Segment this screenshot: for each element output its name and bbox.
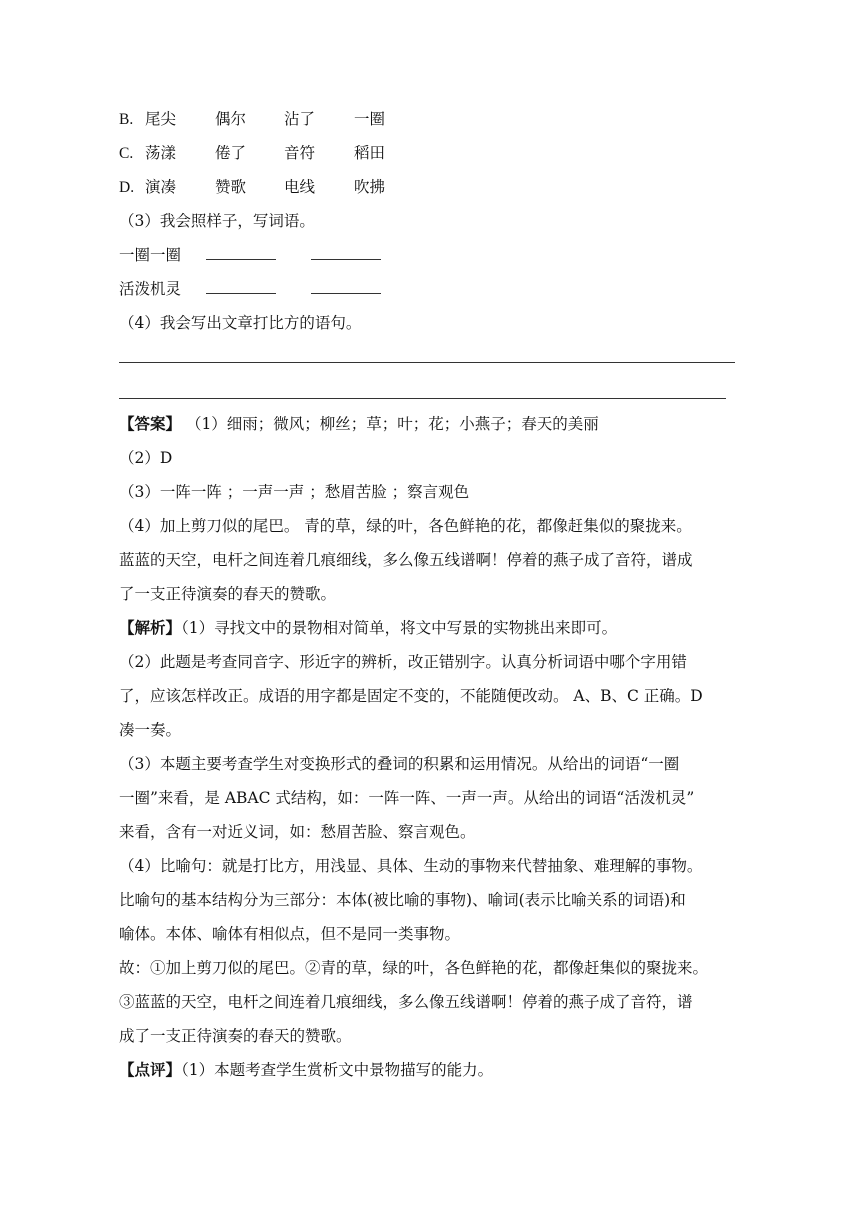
- answer-1: （1）细雨；微风；柳丝；草；叶；花；小燕子；春天的美丽: [181, 415, 599, 433]
- option-b: [119, 109, 386, 130]
- analysis-1: （1）寻找文中的景物相对简单，将文中写景的实物挑出来即可。: [181, 619, 618, 637]
- option-word: 电线: [284, 178, 316, 196]
- analysis-4-line-4: 故：①加上剪刀似的尾巴。②青的草，绿的叶，各色鲜艳的花，都像赶集似的聚拢来。: [119, 959, 709, 977]
- option-word: 尾尖: [145, 110, 177, 128]
- example-word: 一圈一圈: [119, 246, 182, 264]
- analysis-4-line-5: ③蓝蓝的天空，电杆之间连着几痕细线，多么像五线谱啊！停着的燕子成了音符，谱: [119, 993, 693, 1011]
- option-word: 一圈: [354, 110, 386, 128]
- analysis-4-line-6: 成了一支正待演奏的春天的赞歌。: [119, 1027, 352, 1045]
- option-letter: B.: [119, 111, 134, 128]
- option-c: [119, 143, 386, 164]
- question-3-row-2: [119, 279, 181, 299]
- question-3-heading: （3）我会照样子，写词语。: [119, 212, 315, 230]
- answer-blank[interactable]: [206, 279, 276, 294]
- analysis-2-line-2: 了，应该怎样改正。成语的用字都是固定不变的，不能随便改动。 A、B、C 正确。D: [119, 687, 703, 705]
- analysis-2-line-1: （2）此题是考查同音字、形近字的辨析，改正错别字。认真分析词语中哪个字用错: [119, 653, 687, 671]
- answer-line-1: [119, 414, 599, 434]
- answer-tag: 【答案】: [119, 414, 182, 433]
- option-word: 赞歌: [215, 178, 247, 196]
- question-3-row-1: [119, 245, 181, 265]
- option-word: 稻田: [354, 144, 386, 162]
- example-word: 活泼机灵: [119, 280, 182, 298]
- question-4-heading: （4）我会写出文章打比方的语句。: [119, 314, 362, 332]
- analysis-line-1: [119, 618, 617, 638]
- answer-3: （3）一阵一阵 ；一声一声 ；愁眉苦脸 ；察言观色: [119, 483, 470, 501]
- answer-blank[interactable]: [311, 245, 381, 260]
- analysis-4-line-3: 喻体。本体、喻体有相似点，但不是同一类事物。: [119, 925, 461, 943]
- option-word: 倦了: [215, 144, 247, 162]
- option-word: 音符: [284, 144, 316, 162]
- option-word: 吹拂: [354, 178, 386, 196]
- analysis-3-line-3: 来看，含有一对近义词，如：愁眉苦脸、察言观色。: [119, 823, 476, 841]
- answer-2: （2）D: [119, 449, 173, 467]
- answer-4-line-1: （4）加上剪刀似的尾巴。 青的草，绿的叶，各色鲜艳的花，都像赶集似的聚拢来。: [119, 517, 692, 535]
- option-word: 演凑: [145, 178, 177, 196]
- option-letter: D.: [119, 179, 135, 196]
- answer-line[interactable]: [119, 362, 735, 363]
- analysis-2-line-3: 凑一奏。: [119, 721, 182, 739]
- option-word: 荡漾: [145, 144, 177, 162]
- answer-blank[interactable]: [206, 245, 276, 260]
- answer-line[interactable]: [119, 398, 726, 399]
- comment-tag: 【点评】: [119, 1060, 182, 1079]
- analysis-3-line-2: 一圈”来看，是 ABAC 式结构，如：一阵一阵、一声一声。从给出的词语“活泼机灵”: [119, 789, 695, 807]
- comment-line-1: [119, 1060, 493, 1080]
- analysis-4-line-1: （4）比喻句：就是打比方，用浅显、具体、生动的事物来代替抽象、难理解的事物。: [119, 857, 703, 875]
- analysis-tag: 【解析】: [119, 618, 182, 637]
- analysis-4-line-2: 比喻句的基本结构分为三部分：本体(被比喻的事物)、喻词(表示比喻关系的词语)和: [119, 891, 686, 909]
- option-letter: C.: [119, 145, 134, 162]
- comment-1: （1）本题考查学生赏析文中景物描写的能力。: [181, 1061, 494, 1079]
- answer-4-line-3: 了一支正待演奏的春天的赞歌。: [119, 585, 337, 603]
- answer-blank[interactable]: [311, 279, 381, 294]
- option-word: 偶尔: [215, 110, 247, 128]
- answer-4-line-2: 蓝蓝的天空，电杆之间连着几痕细线，多么像五线谱啊！停着的燕子成了音符，谱成: [119, 551, 693, 569]
- option-word: 沾了: [284, 110, 316, 128]
- option-d: [119, 177, 386, 198]
- analysis-3-line-1: （3）本题主要考查学生对变换形式的叠词的积累和运用情况。从给出的词语“一圈: [119, 755, 680, 773]
